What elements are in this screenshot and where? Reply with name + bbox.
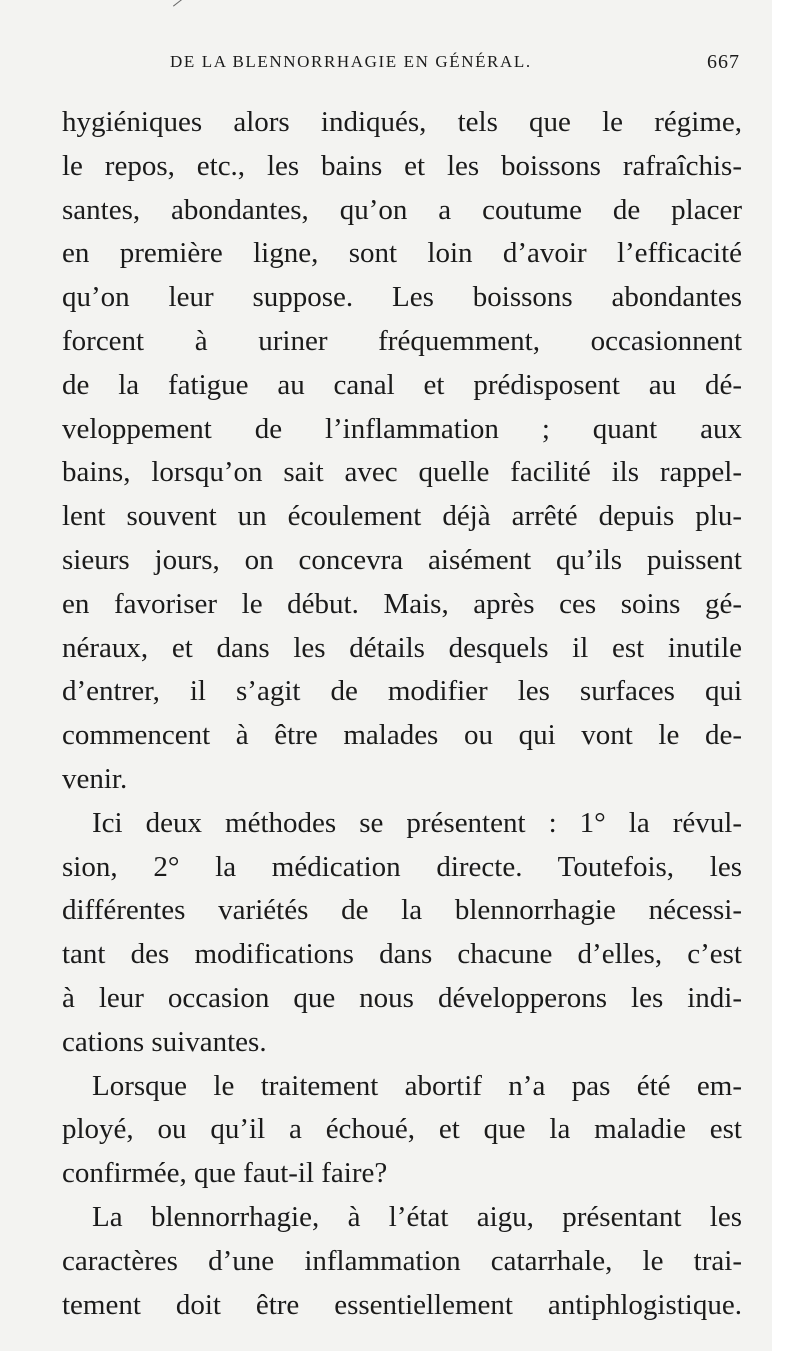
- text-line: tement doit être essentiellement antiphlogistique.: [62, 1288, 742, 1321]
- text-line: sion, 2° la médication directe. Toutefois, les: [62, 850, 742, 883]
- text-line: tant des modifications dans chacune d’elles, c’est: [62, 938, 742, 971]
- text-line: en favoriser le début. Mais, après ces soins gé-: [62, 587, 742, 620]
- text-line: sieurs jours, on concevra aisément qu’ils puissent: [62, 543, 742, 576]
- text-line: bains, lorsqu’on sait avec quelle facilité ils rappel-: [62, 456, 742, 489]
- text-line: venir.: [62, 762, 128, 795]
- text-line: veloppement de l’inflammation ; quant aux: [62, 412, 742, 445]
- text-line: ployé, ou qu’il a échoué, et que la maladie est: [62, 1113, 742, 1146]
- text-line: en première ligne, sont loin d’avoir l’efficacité: [62, 237, 742, 270]
- running-head: DE LA BLENNORRHAGIE EN GÉNÉRAL.: [170, 52, 532, 71]
- text-line: à leur occasion que nous développerons les indi-: [62, 981, 742, 1014]
- page-header: [170, 48, 740, 76]
- page-number: 667: [707, 51, 740, 73]
- text-line: différentes variétés de la blennorrhagie nécessi-: [62, 894, 742, 927]
- text-line: santes, abondantes, qu’on a coutume de placer: [62, 193, 742, 226]
- text-line: caractères d’une inflammation catarrhale, le trai-: [62, 1244, 742, 1277]
- text-line: confirmée, que faut-il faire?: [62, 1157, 388, 1190]
- text-line: de la fatigue au canal et prédisposent au dé-: [62, 368, 742, 401]
- text-line: qu’on leur suppose. Les boissons abondantes: [62, 281, 742, 314]
- paragraph-start-line: Ici deux méthodes se présentent : 1° la révul-: [92, 806, 742, 839]
- paragraph-start-line: La blennorrhagie, à l’état aigu, présentant les: [92, 1200, 742, 1233]
- text-line: commencent à être malades ou qui vont le de-: [62, 719, 742, 752]
- text-line: cations suivantes.: [62, 1025, 267, 1058]
- ink-mark: [173, 0, 183, 7]
- paragraph-start-line: Lorsque le traitement abortif n’a pas été em-: [92, 1069, 742, 1102]
- page-edge-margin: [772, 0, 800, 1351]
- text-line: hygiéniques alors indiqués, tels que le régime,: [62, 106, 742, 138]
- text-line: le repos, etc., les bains et les boissons rafraîchis-: [62, 149, 742, 182]
- text-line: d’entrer, il s’agit de modifier les surfaces qui: [62, 675, 742, 708]
- body-text: [62, 101, 742, 1327]
- text-line: forcent à uriner fréquemment, occasionnent: [62, 324, 742, 357]
- text-line: néraux, et dans les détails desquels il est inutile: [62, 631, 742, 664]
- text-line: lent souvent un écoulement déjà arrêté depuis plu-: [62, 500, 742, 533]
